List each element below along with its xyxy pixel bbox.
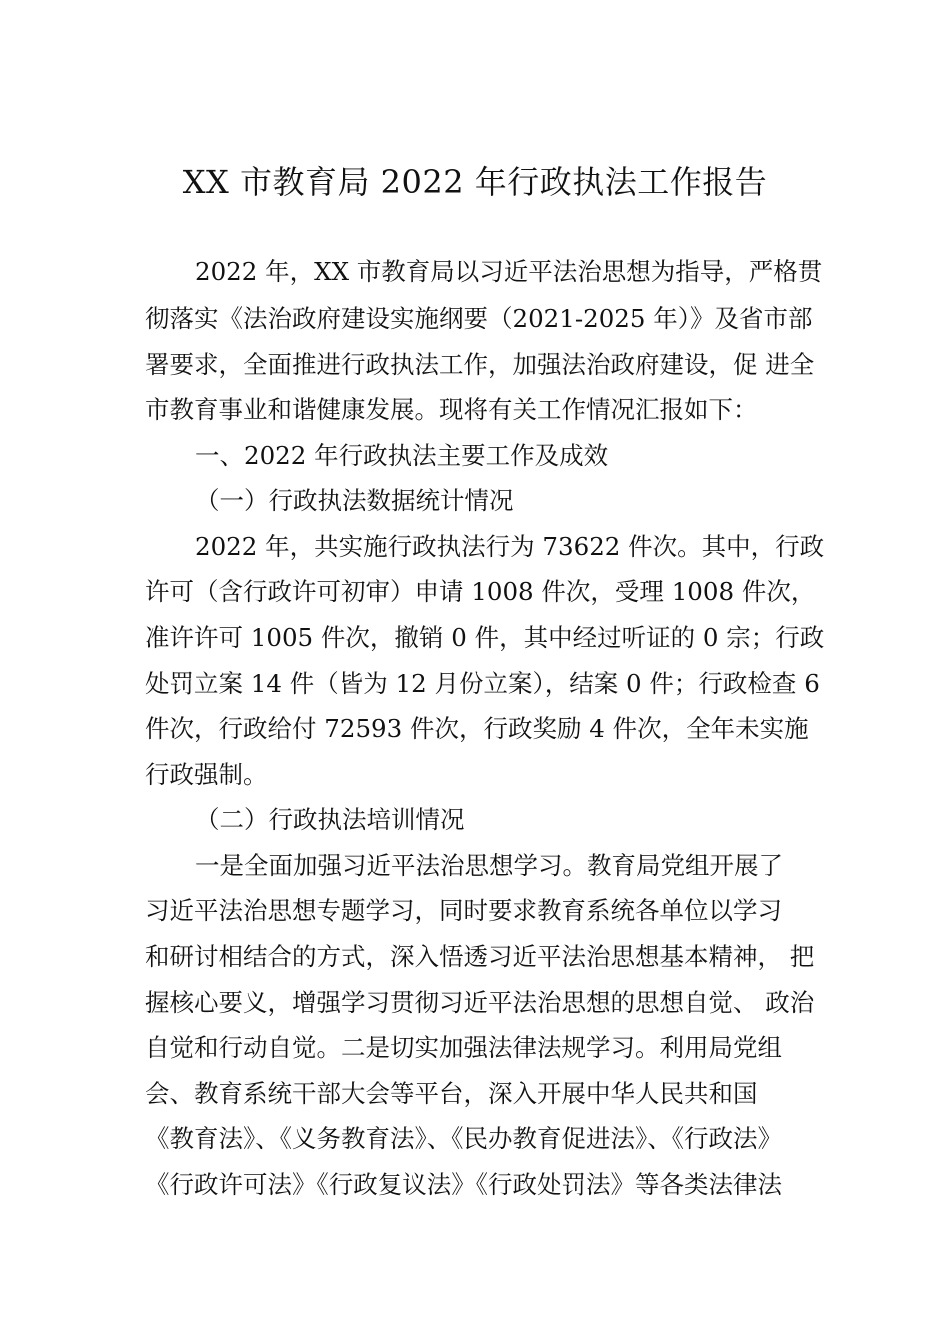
document-title: XX 市教育局 2022 年行政执法工作报告 [182,163,768,201]
paragraph-line: 2022 年，共实施行政执法行为 73622 件次。其中，行政 [195,532,825,561]
paragraph-line: 会、教育系统干部大会等平台，深入开展中华人民共和国 [145,1079,758,1108]
paragraph-line: 《行政许可法》《行政复议法》《行政处罚法》等各类法律法 [145,1170,782,1199]
paragraph-line: 《教育法》、《义务教育法》、《民办教育促进法》、《行政法》 [145,1124,782,1153]
paragraph-line: 行政强制。 [145,760,268,789]
paragraph-line: 2022 年，XX 市教育局以习近平法治思想为指导，严格贯 [195,257,823,286]
paragraph-line: 署要求，全面推进行政执法工作，加强法治政府建设，促 进全 [145,350,815,379]
paragraph-line: 件次，行政给付 72593 件次，行政奖励 4 件次，全年未实施 [145,714,809,743]
section-heading: 一、2022 年行政执法主要工作及成效 [195,441,609,470]
paragraph-line: 一是全面加强习近平法治思想学习。教育局党组开展了 [195,851,783,880]
paragraph-line: 准许许可 1005 件次，撤销 0 件，其中经过听证的 0 宗；行政 [145,623,825,652]
subsection-heading: （一）行政执法数据统计情况 [195,486,514,515]
paragraph-line: 处罚立案 14 件（皆为 12 月份立案），结案 0 件；行政检查 6 [145,669,820,698]
paragraph-line: 和研讨相结合的方式，深入悟透习近平法治思想基本精神， 把 [145,942,815,971]
paragraph-line: 彻落实《法治政府建设实施纲要（2021-2025 年）》及省市部 [145,304,813,333]
subsection-heading: （二）行政执法培训情况 [195,805,465,834]
paragraph-line: 市教育事业和谐健康发展。现将有关工作情况汇报如下： [145,395,758,424]
paragraph-line: 自觉和行动自觉。二是切实加强法律法规学习。利用局党组 [145,1033,782,1062]
paragraph-line: 握核心要义，增强学习贯彻习近平法治思想的思想自觉、 政治 [145,988,815,1017]
paragraph-line: 习近平法治思想专题学习，同时要求教育系统各单位以学习 [145,896,782,925]
paragraph-line: 许可（含行政许可初审）申请 1008 件次，受理 1008 件次， [145,577,816,606]
